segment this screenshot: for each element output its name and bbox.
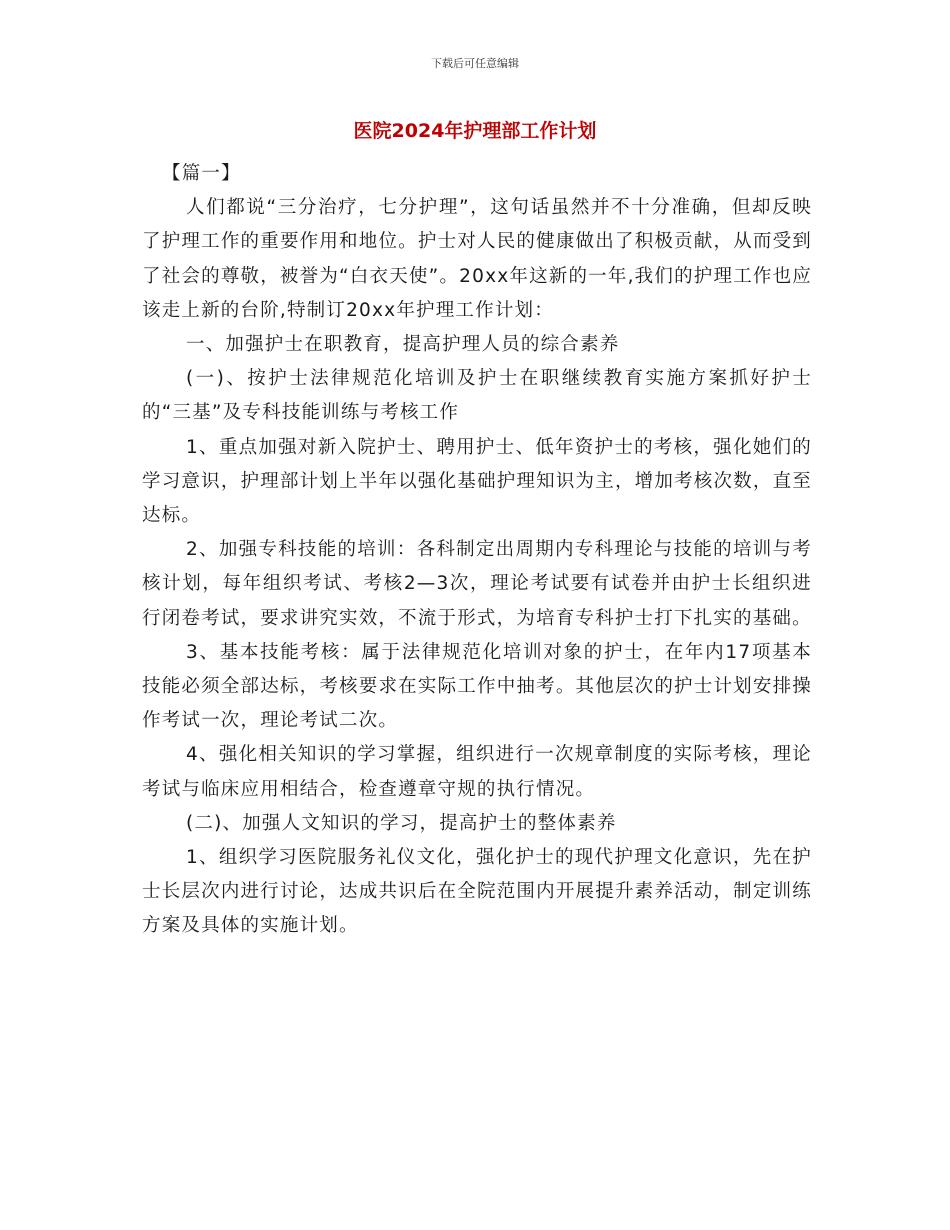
paragraph-item-3: 3、基本技能考核：属于法律规范化培训对象的护士，在年内17项基本技能必须全部达标，考核要求在实际工作中抽考。其他层次的护士计划安排操作考试一次，理论考试二次。 xyxy=(142,641,812,732)
subheading-2: (二)、加强人文知识的学习，提高护士的整体素养 xyxy=(186,812,617,834)
subheading-1: (一)、按护士法律规范化培训及护士在职继续教育实施方案抓好护士的“三基”及专科技能训练与考核工作 xyxy=(142,368,812,424)
paragraph-item-2: 2、加强专科技能的培训：各科制定出周期内专科理论与技能的培训与考核计划，每年组织考试、考核2—3次，理论考试要有试卷并由护士长组织进行闭卷考试，要求讲究实效，不流于形式，为培育专科护士打下扎实的基础。 xyxy=(142,539,812,629)
section-label: 【篇一】 xyxy=(162,163,241,184)
heading-1: 一、加强护士在职教育，提高护理人员的综合素养 xyxy=(186,334,620,356)
header-note: 下载后可任意编辑 xyxy=(431,57,519,70)
paragraph-item-1: 1、重点加强对新入院护士、聘用护士、低年资护士的考核，强化她们的学习意识，护理部计划上半年以强化基础护理知识为主，增加考核次数，直至达标。 xyxy=(142,436,812,527)
document-title: 医院2024年护理部工作计划 xyxy=(353,120,597,142)
document-body xyxy=(142,157,812,944)
intro-paragraph: 人们都说“三分治疗，七分护理”，这句话虽然并不十分准确，但却反映了护理工作的重要作用和地位。护士对人民的健康做出了积极贡献，从而受到了社会的尊敬，被誉为“白衣天使”。20xx年这新的一年,我们的护理工作也应该走上新的台阶,特制订20xx年护理工作计划： xyxy=(142,197,812,321)
paragraph-item-5: 1、组织学习医院服务礼仪文化，强化护士的现代护理文化意识，先在护士长层次内进行讨论，达成共识后在全院范围内开展提升素养活动，制定训练方案及具体的实施计划。 xyxy=(142,847,812,937)
paragraph-item-4: 4、强化相关知识的学习掌握，组织进行一次规章制度的实际考核，理论考试与临床应用相结合，检查遵章守规的执行情况。 xyxy=(142,744,812,800)
